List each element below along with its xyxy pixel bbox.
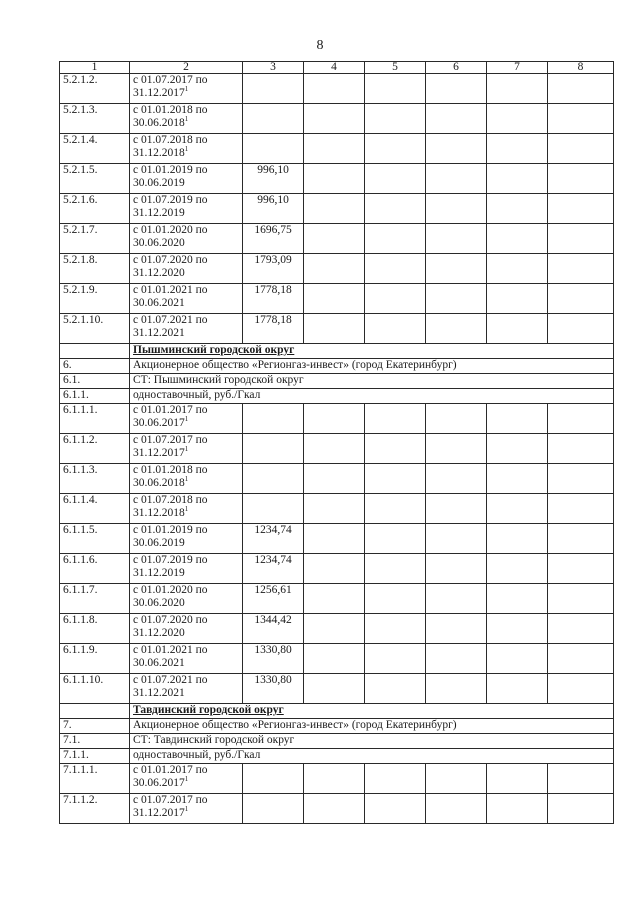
empty-cell bbox=[548, 464, 614, 494]
period-start: с 01.01.2019 по bbox=[133, 524, 208, 536]
period-cell bbox=[130, 464, 243, 494]
text-row bbox=[60, 719, 614, 734]
footnote-mark: 1 bbox=[184, 115, 189, 124]
empty-cell bbox=[548, 644, 614, 674]
empty-cell bbox=[548, 404, 614, 434]
table-row bbox=[60, 464, 614, 494]
text-row bbox=[60, 749, 614, 764]
empty-cell bbox=[365, 254, 426, 284]
period-start: с 01.01.2017 по bbox=[133, 764, 208, 776]
empty-cell bbox=[487, 494, 548, 524]
empty-cell bbox=[304, 134, 365, 164]
empty-cell bbox=[365, 614, 426, 644]
row-number: 7.1.1.2. bbox=[60, 794, 130, 824]
table-row bbox=[60, 674, 614, 704]
empty-cell bbox=[304, 464, 365, 494]
empty-cell bbox=[426, 554, 487, 584]
empty-cell bbox=[304, 254, 365, 284]
empty-cell bbox=[487, 524, 548, 554]
table-row bbox=[60, 434, 614, 464]
period-end: 30.06.2020 bbox=[133, 597, 185, 609]
tariff-table bbox=[59, 61, 614, 824]
row-number: 6.1.1.7. bbox=[60, 584, 130, 614]
period-end: 31.12.2018 bbox=[133, 507, 185, 519]
tariff-value bbox=[243, 464, 304, 494]
empty-cell bbox=[426, 584, 487, 614]
empty-cell bbox=[365, 134, 426, 164]
column-header: 2 bbox=[130, 62, 243, 74]
empty-cell bbox=[304, 524, 365, 554]
period-cell bbox=[130, 284, 243, 314]
empty-cell bbox=[548, 764, 614, 794]
empty-cell bbox=[304, 764, 365, 794]
empty-cell bbox=[548, 74, 614, 104]
empty-cell bbox=[365, 584, 426, 614]
tariff-value: 996,10 bbox=[243, 164, 304, 194]
tariff-value: 1330,80 bbox=[243, 674, 304, 704]
tariff-value: 1344,42 bbox=[243, 614, 304, 644]
footnote-mark: 1 bbox=[184, 85, 189, 94]
tariff-value: 1778,18 bbox=[243, 284, 304, 314]
period-cell bbox=[130, 224, 243, 254]
empty-cell bbox=[426, 764, 487, 794]
empty-cell bbox=[304, 194, 365, 224]
period-start: с 01.07.2020 по bbox=[133, 254, 208, 266]
section-title bbox=[130, 704, 614, 719]
period-end: 30.06.2019 bbox=[133, 177, 185, 189]
empty-cell bbox=[426, 614, 487, 644]
empty-cell bbox=[548, 314, 614, 344]
row-number: 6.1.1.9. bbox=[60, 644, 130, 674]
text-row bbox=[60, 734, 614, 749]
empty-cell bbox=[426, 644, 487, 674]
table-row bbox=[60, 284, 614, 314]
row-number: 7. bbox=[60, 719, 130, 734]
empty-cell bbox=[304, 224, 365, 254]
row-number: 7.1.1. bbox=[60, 749, 130, 764]
row-number: 6.1.1.3. bbox=[60, 464, 130, 494]
table-row bbox=[60, 554, 614, 584]
empty-cell bbox=[365, 674, 426, 704]
footnote-mark: 1 bbox=[184, 805, 189, 814]
period-start: с 01.01.2019 по bbox=[133, 164, 208, 176]
empty-cell bbox=[426, 224, 487, 254]
row-number: 5.2.1.8. bbox=[60, 254, 130, 284]
period-cell bbox=[130, 674, 243, 704]
empty-cell bbox=[548, 614, 614, 644]
period-cell bbox=[130, 584, 243, 614]
empty-cell bbox=[426, 434, 487, 464]
period-start: с 01.07.2017 по bbox=[133, 434, 208, 446]
tariff-value bbox=[243, 494, 304, 524]
period-end: 30.06.2021 bbox=[133, 657, 185, 669]
row-number: 7.1.1.1. bbox=[60, 764, 130, 794]
row-number: 6.1.1.4. bbox=[60, 494, 130, 524]
row-number: 5.2.1.7. bbox=[60, 224, 130, 254]
empty-cell bbox=[365, 194, 426, 224]
period-start: с 01.01.2018 по bbox=[133, 464, 208, 476]
column-header: 3 bbox=[243, 62, 304, 74]
empty-cell bbox=[304, 314, 365, 344]
empty-cell bbox=[487, 314, 548, 344]
period-start: с 01.01.2021 по bbox=[133, 644, 208, 656]
row-number: 7.1. bbox=[60, 734, 130, 749]
table-row bbox=[60, 134, 614, 164]
period-cell bbox=[130, 644, 243, 674]
empty-cell bbox=[365, 74, 426, 104]
empty-cell bbox=[304, 674, 365, 704]
footnote-mark: 1 bbox=[184, 775, 189, 784]
empty-cell bbox=[487, 74, 548, 104]
empty-cell bbox=[487, 644, 548, 674]
empty-cell bbox=[426, 104, 487, 134]
header-row bbox=[60, 62, 614, 74]
empty-cell bbox=[365, 404, 426, 434]
row-text: СТ: Тавдинский городской округ bbox=[130, 734, 614, 749]
period-start: с 01.07.2019 по bbox=[133, 554, 208, 566]
period-end: 31.12.2017 bbox=[133, 807, 185, 819]
row-text: Акционерное общество «Регионгаз-инвест» (город Екатеринбург) bbox=[130, 719, 614, 734]
empty-cell bbox=[548, 434, 614, 464]
empty-cell bbox=[548, 224, 614, 254]
empty-cell bbox=[426, 164, 487, 194]
table-row bbox=[60, 164, 614, 194]
empty-cell bbox=[304, 434, 365, 464]
empty-cell bbox=[487, 764, 548, 794]
tariff-value bbox=[243, 764, 304, 794]
period-end: 30.06.2018 bbox=[133, 117, 185, 129]
empty-cell bbox=[487, 224, 548, 254]
empty-cell bbox=[365, 464, 426, 494]
tariff-value: 1234,74 bbox=[243, 524, 304, 554]
period-start: с 01.01.2020 по bbox=[133, 584, 208, 596]
footnote-mark: 1 bbox=[184, 505, 189, 514]
column-header: 1 bbox=[60, 62, 130, 74]
table-row bbox=[60, 764, 614, 794]
row-number: 6.1.1.10. bbox=[60, 674, 130, 704]
period-start: с 01.07.2021 по bbox=[133, 674, 208, 686]
empty-cell bbox=[426, 194, 487, 224]
period-start: с 01.01.2020 по bbox=[133, 224, 208, 236]
empty-cell bbox=[426, 674, 487, 704]
row-number: 6.1.1.8. bbox=[60, 614, 130, 644]
footnote-mark: 1 bbox=[184, 475, 189, 484]
empty-cell bbox=[548, 254, 614, 284]
period-cell bbox=[130, 254, 243, 284]
footnote-mark: 1 bbox=[184, 445, 189, 454]
empty-cell bbox=[487, 134, 548, 164]
empty-cell bbox=[304, 284, 365, 314]
table-row bbox=[60, 404, 614, 434]
table-row bbox=[60, 224, 614, 254]
empty-cell bbox=[548, 134, 614, 164]
column-header: 6 bbox=[426, 62, 487, 74]
period-end: 30.06.2017 bbox=[133, 417, 185, 429]
column-header: 5 bbox=[365, 62, 426, 74]
period-end: 31.12.2017 bbox=[133, 87, 185, 99]
row-number: 6.1. bbox=[60, 374, 130, 389]
empty-cell bbox=[426, 74, 487, 104]
empty-cell bbox=[487, 614, 548, 644]
empty-cell bbox=[426, 254, 487, 284]
period-start: с 01.07.2018 по bbox=[133, 494, 208, 506]
tariff-value bbox=[243, 434, 304, 464]
table-row bbox=[60, 314, 614, 344]
row-number: 6.1.1.1. bbox=[60, 404, 130, 434]
empty-cell bbox=[548, 554, 614, 584]
empty-cell bbox=[426, 794, 487, 824]
table-row bbox=[60, 644, 614, 674]
empty-cell bbox=[487, 404, 548, 434]
empty-cell bbox=[487, 584, 548, 614]
tariff-value: 1696,75 bbox=[243, 224, 304, 254]
empty-cell bbox=[365, 764, 426, 794]
tariff-value: 1234,74 bbox=[243, 554, 304, 584]
row-number: 6. bbox=[60, 359, 130, 374]
empty-cell bbox=[487, 554, 548, 584]
empty-cell bbox=[365, 164, 426, 194]
empty-cell bbox=[365, 524, 426, 554]
empty-cell bbox=[548, 524, 614, 554]
period-end: 30.06.2017 bbox=[133, 777, 185, 789]
row-number: 6.1.1.5. bbox=[60, 524, 130, 554]
table-row bbox=[60, 524, 614, 554]
empty-cell bbox=[487, 194, 548, 224]
period-end: 31.12.2021 bbox=[133, 687, 185, 699]
period-start: с 01.07.2019 по bbox=[133, 194, 208, 206]
section-title-text: Пышминский городской округ bbox=[133, 344, 295, 356]
empty-cell bbox=[548, 164, 614, 194]
period-end: 31.12.2017 bbox=[133, 447, 185, 459]
empty-cell bbox=[548, 674, 614, 704]
row-number: 5.2.1.9. bbox=[60, 284, 130, 314]
row-number: 5.2.1.6. bbox=[60, 194, 130, 224]
period-start: с 01.01.2018 по bbox=[133, 104, 208, 116]
table-body bbox=[60, 62, 614, 824]
empty-cell bbox=[548, 284, 614, 314]
empty-cell bbox=[365, 104, 426, 134]
section-row bbox=[60, 704, 614, 719]
tariff-value bbox=[243, 74, 304, 104]
footnote-mark: 1 bbox=[184, 415, 189, 424]
page-number: 8 bbox=[316, 38, 324, 53]
empty-cell bbox=[487, 104, 548, 134]
period-cell bbox=[130, 164, 243, 194]
row-number: 5.2.1.10. bbox=[60, 314, 130, 344]
empty-cell bbox=[304, 74, 365, 104]
period-cell bbox=[130, 434, 243, 464]
empty-cell bbox=[304, 614, 365, 644]
table-row bbox=[60, 194, 614, 224]
tariff-value bbox=[243, 104, 304, 134]
tariff-value: 1778,18 bbox=[243, 314, 304, 344]
period-cell bbox=[130, 104, 243, 134]
empty-cell bbox=[487, 674, 548, 704]
table-row bbox=[60, 494, 614, 524]
text-row bbox=[60, 359, 614, 374]
row-text: Акционерное общество «Регионгаз-инвест» (город Екатеринбург) bbox=[130, 359, 614, 374]
table-row bbox=[60, 254, 614, 284]
period-start: с 01.07.2017 по bbox=[133, 794, 208, 806]
empty-cell bbox=[426, 134, 487, 164]
tariff-value: 1330,80 bbox=[243, 644, 304, 674]
empty-cell bbox=[487, 164, 548, 194]
period-cell bbox=[130, 494, 243, 524]
section-row bbox=[60, 344, 614, 359]
empty-cell bbox=[60, 344, 130, 359]
empty-cell bbox=[487, 434, 548, 464]
empty-cell bbox=[304, 164, 365, 194]
empty-cell bbox=[548, 194, 614, 224]
table-row bbox=[60, 104, 614, 134]
row-number: 5.2.1.2. bbox=[60, 74, 130, 104]
empty-cell bbox=[426, 284, 487, 314]
empty-cell bbox=[304, 554, 365, 584]
period-start: с 01.07.2017 по bbox=[133, 74, 208, 86]
column-header: 8 bbox=[548, 62, 614, 74]
period-cell bbox=[130, 134, 243, 164]
empty-cell bbox=[426, 404, 487, 434]
row-number: 5.2.1.4. bbox=[60, 134, 130, 164]
empty-cell bbox=[365, 434, 426, 464]
period-end: 31.12.2019 bbox=[133, 207, 185, 219]
tariff-value: 1793,09 bbox=[243, 254, 304, 284]
table-row bbox=[60, 584, 614, 614]
row-number: 6.1.1. bbox=[60, 389, 130, 404]
period-cell bbox=[130, 194, 243, 224]
period-cell bbox=[130, 524, 243, 554]
empty-cell bbox=[426, 524, 487, 554]
period-end: 31.12.2020 bbox=[133, 627, 185, 639]
empty-cell bbox=[365, 554, 426, 584]
column-header: 4 bbox=[304, 62, 365, 74]
empty-cell bbox=[487, 464, 548, 494]
period-end: 30.06.2021 bbox=[133, 297, 185, 309]
row-number: 6.1.1.6. bbox=[60, 554, 130, 584]
tariff-value: 1256,61 bbox=[243, 584, 304, 614]
empty-cell bbox=[426, 464, 487, 494]
empty-cell bbox=[365, 314, 426, 344]
period-end: 31.12.2021 bbox=[133, 327, 185, 339]
empty-cell bbox=[304, 644, 365, 674]
tariff-value: 996,10 bbox=[243, 194, 304, 224]
table-row bbox=[60, 74, 614, 104]
period-cell bbox=[130, 554, 243, 584]
empty-cell bbox=[548, 794, 614, 824]
empty-cell bbox=[365, 224, 426, 254]
section-title bbox=[130, 344, 614, 359]
empty-cell bbox=[304, 404, 365, 434]
row-text: одноставочный, руб./Гкал bbox=[130, 749, 614, 764]
empty-cell bbox=[304, 494, 365, 524]
row-number: 6.1.1.2. bbox=[60, 434, 130, 464]
period-start: с 01.01.2017 по bbox=[133, 404, 208, 416]
column-header: 7 bbox=[487, 62, 548, 74]
empty-cell bbox=[487, 254, 548, 284]
empty-cell bbox=[60, 704, 130, 719]
section-title-text: Тавдинский городской округ bbox=[133, 704, 284, 716]
row-text: одноставочный, руб./Гкал bbox=[130, 389, 614, 404]
period-cell bbox=[130, 314, 243, 344]
empty-cell bbox=[548, 584, 614, 614]
period-start: с 01.07.2021 по bbox=[133, 314, 208, 326]
empty-cell bbox=[548, 104, 614, 134]
empty-cell bbox=[426, 494, 487, 524]
period-start: с 01.07.2020 по bbox=[133, 614, 208, 626]
row-number: 5.2.1.3. bbox=[60, 104, 130, 134]
period-end: 30.06.2019 bbox=[133, 537, 185, 549]
tariff-value bbox=[243, 794, 304, 824]
table-row bbox=[60, 794, 614, 824]
empty-cell bbox=[304, 584, 365, 614]
period-cell bbox=[130, 764, 243, 794]
empty-cell bbox=[548, 494, 614, 524]
empty-cell bbox=[365, 794, 426, 824]
empty-cell bbox=[487, 794, 548, 824]
footnote-mark: 1 bbox=[184, 145, 189, 154]
empty-cell bbox=[304, 794, 365, 824]
empty-cell bbox=[365, 644, 426, 674]
text-row bbox=[60, 389, 614, 404]
period-start: с 01.07.2018 по bbox=[133, 134, 208, 146]
text-row bbox=[60, 374, 614, 389]
empty-cell bbox=[304, 104, 365, 134]
empty-cell bbox=[487, 284, 548, 314]
row-number: 5.2.1.5. bbox=[60, 164, 130, 194]
period-end: 30.06.2020 bbox=[133, 237, 185, 249]
period-cell bbox=[130, 404, 243, 434]
period-start: с 01.01.2021 по bbox=[133, 284, 208, 296]
period-end: 31.12.2019 bbox=[133, 567, 185, 579]
table-row bbox=[60, 614, 614, 644]
period-end: 31.12.2018 bbox=[133, 147, 185, 159]
period-end: 31.12.2020 bbox=[133, 267, 185, 279]
empty-cell bbox=[365, 284, 426, 314]
period-end: 30.06.2018 bbox=[133, 477, 185, 489]
period-cell bbox=[130, 794, 243, 824]
tariff-value bbox=[243, 404, 304, 434]
tariff-value bbox=[243, 134, 304, 164]
empty-cell bbox=[426, 314, 487, 344]
empty-cell bbox=[365, 494, 426, 524]
row-text: СТ: Пышминский городской округ bbox=[130, 374, 614, 389]
period-cell bbox=[130, 74, 243, 104]
period-cell bbox=[130, 614, 243, 644]
